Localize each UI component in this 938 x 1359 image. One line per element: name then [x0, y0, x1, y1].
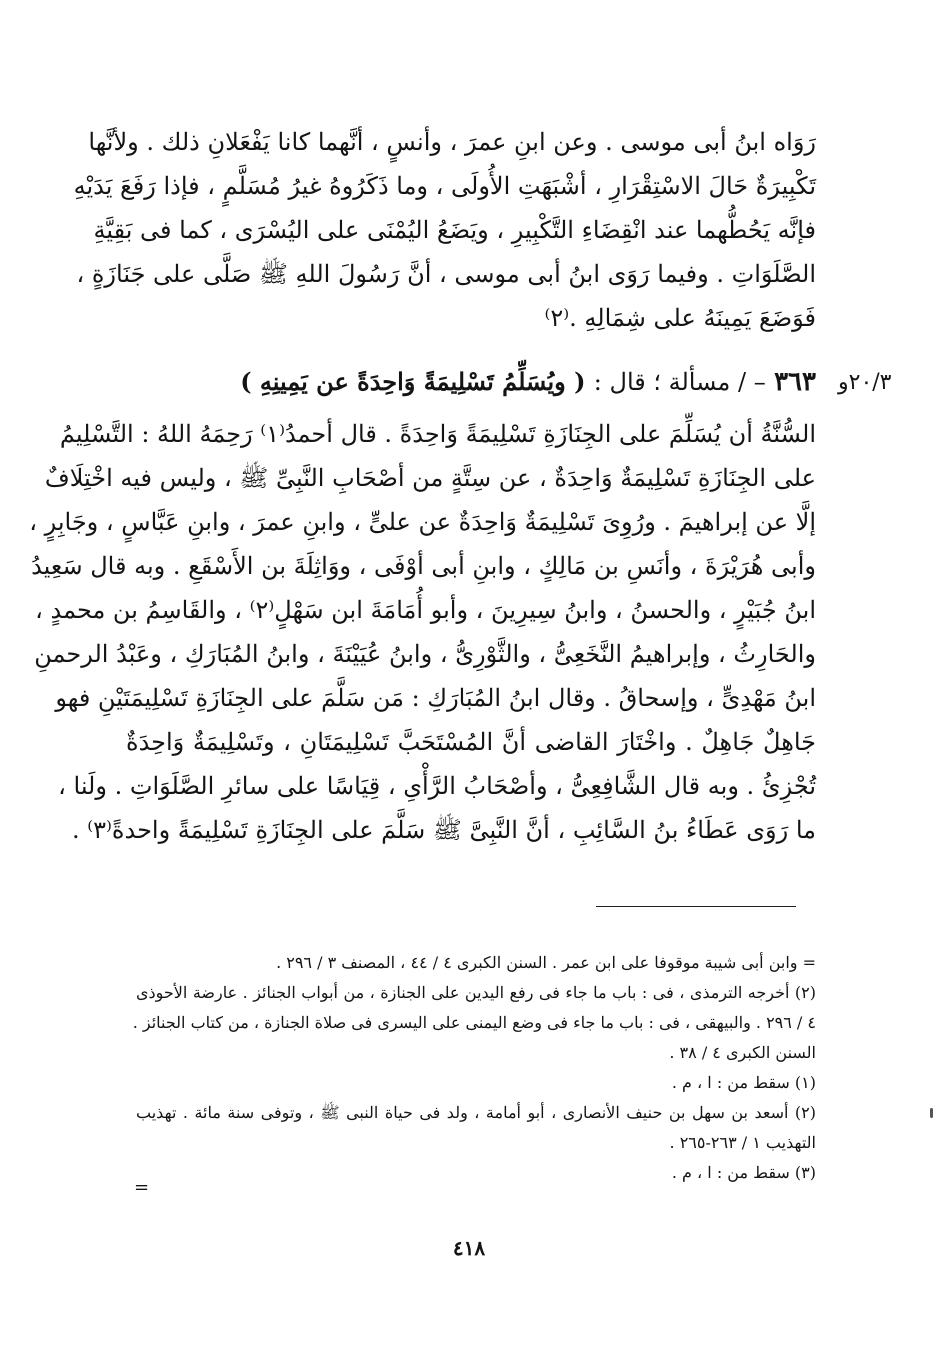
text-line: إلَّا عن إبراهيمَ . ورُوِىَ تَسْلِيمَةٌ وَاحِدَةٌ عن علىٍّ ، وابنِ عمرَ ، وابنِ عَبَّاسٍ ، وجَابِرٍ ،	[29, 508, 816, 536]
text-line: رَوَاه ابنُ أبى موسى . وعن ابنِ عمرَ ، وأنسٍ ، أنَّهما كانا يَفْعَلانِ ذلك . ولأنَّها	[88, 128, 816, 156]
footnote-line: التهذيب ١ / ٢٦٣-٢٦٥ .	[669, 1133, 816, 1152]
footnote-line: ٤ / ٢٩٦ . والبيهقى ، فى : باب ما جاء فى وضع اليمنى على اليسرى فى صلاة الجنازة ، من كتاب الجنائز .	[132, 1013, 816, 1032]
text-line: ما رَوَى عَطَاءُ بنُ السَّائِبِ ، أنَّ النَّبِىَّ ﷺ سَلَّمَ على الجِنَازَةِ تَسْلِيمَةً واحدةً⁽٣⁾ .	[71, 816, 816, 844]
section-label: – / مسألة ؛ قال :	[593, 368, 766, 396]
text-line: السُّنَّةُ أن يُسَلِّمَ على الجِنَازَةِ تَسْلِيمَةً وَاحِدَةً . قال أحمدُ⁽١⁾ رَحِمَهُ اللهُ : التَّسْلِيمُ	[59, 420, 816, 448]
text-line: تَكْبِيرَةٌ حَالَ الاسْتِقْرَارِ ، أشْبَهَتِ الأُولَى ، وما ذَكَرُوهُ غيرُ مُسَلَّمٍ ، فإذا رَفَعَ يَدَيْهِ	[73, 172, 816, 200]
text-line: فَوَضَعَ يَمِينَهُ على شِمَالِهِ .⁽٢⁾	[544, 304, 816, 332]
footnote-divider	[596, 906, 796, 907]
scan-speck	[930, 1108, 933, 1118]
paragraph-1	[73, 120, 816, 340]
text-line: الصَّلَوَاتِ . وفيما رَوَى ابنُ أبى موسى ، أنَّ رَسُولَ اللهِ ﷺ صَلَّى على جَنَازَةٍ ،	[76, 260, 816, 288]
text-line: ابنُ مَهْدِىٍّ ، وإسحاقُ . وقال ابنُ المُبَارَكِ : مَن سَلَّمَ على الجِنَازَةِ تَسْلِيمَتَيْنِ فهو	[55, 684, 816, 712]
margin-reference: ٢٠/٣و	[838, 370, 892, 395]
footnotes	[132, 948, 816, 1188]
page-number: ٤١٨	[452, 1236, 486, 1260]
text-line: وأبى هُرَيْرَةَ ، وأنَسِ بن مَالِكٍ ، وابنِ أبى أوْفَى ، ووَاثِلَةَ بن الأَسْقَعِ . وبه قال سَعِيدُ	[31, 552, 816, 580]
footnote-line: = وابن أبى شيبة موقوفا على ابن عمر . السنن الكبرى ٤ / ٤٤ ، المصنف ٣ / ٢٩٦ .	[276, 953, 816, 972]
footnote-line: (٣) سقط من : ا ، م .	[671, 1163, 816, 1182]
footnote-line: (٢) أخرجه الترمذى ، فى : باب ما جاء فى رفع اليدين على الجنازة ، من أبواب الجنائز . عارضة الأحوذى	[136, 983, 816, 1002]
continuation-mark: =	[134, 1177, 150, 1198]
text-line: فإنَّه يَحُطُّهما عند انْقِضَاءِ التَّكْبِيرِ ، ويَضَعُ اليُمْنَى على اليُسْرَى ، كما فى بَقِيَّةِ	[93, 216, 816, 244]
footnote-line: (٢) أسعد بن سهل بن حنيف الأنصارى ، أبو أمامة ، ولد فى حياة النبى ﷺ ، وتوفى سنة مائة . تهذيب	[136, 1103, 816, 1122]
footnote-line: السنن الكبرى ٤ / ٣٨ .	[669, 1043, 816, 1062]
section-title: ( ويُسَلِّمُ تَسْلِيمَةً وَاحِدَةً عن يَمِينِهِ )	[240, 367, 586, 396]
footnote-line: (١) سقط من : ا ، م .	[671, 1073, 816, 1092]
text-line: جَاهِلٌ جَاهِلٌ . واخْتَارَ القاضى أنَّ المُسْتَحَبَّ تَسْلِيمَتَانِ ، وتَسْلِيمَةٌ وَاحِدَةٌ	[126, 728, 816, 756]
text-line: ابنُ جُبَيْرٍ ، والحسنُ ، وابنُ سِيرِينَ ، وأبو أُمَامَةَ ابن سَهْلٍ⁽٢⁾ ، والقَاسِمُ بن محمدٍ ،	[35, 596, 816, 624]
section-heading	[126, 360, 816, 404]
text-line: تُجْزِئُ . وبه قال الشَّافِعِىُّ ، وأصْحَابُ الرَّأْىِ ، قِيَاسًا على سائرِ الصَّلَوَاتِ . ولَنا ،	[58, 772, 816, 800]
text-line: على الجِنَازَةِ تَسْلِيمَةٌ وَاحِدَةٌ ، عن سِتَّةٍ من أصْحَابِ النَّبِىِّ ﷺ ، وليس فيه اخْتِلَافٌ	[44, 464, 816, 492]
section-number: ٣٦٣	[774, 367, 816, 397]
paragraph-2	[29, 412, 816, 852]
text-line: والحَارِثُ ، وإبراهيمُ النَّخَعِىُّ ، والثَّوْرِىُّ ، وابنُ عُيَيْنَةَ ، وابنُ المُبَارَكِ ، وعَبْدُ الرحمنِ	[34, 640, 816, 668]
